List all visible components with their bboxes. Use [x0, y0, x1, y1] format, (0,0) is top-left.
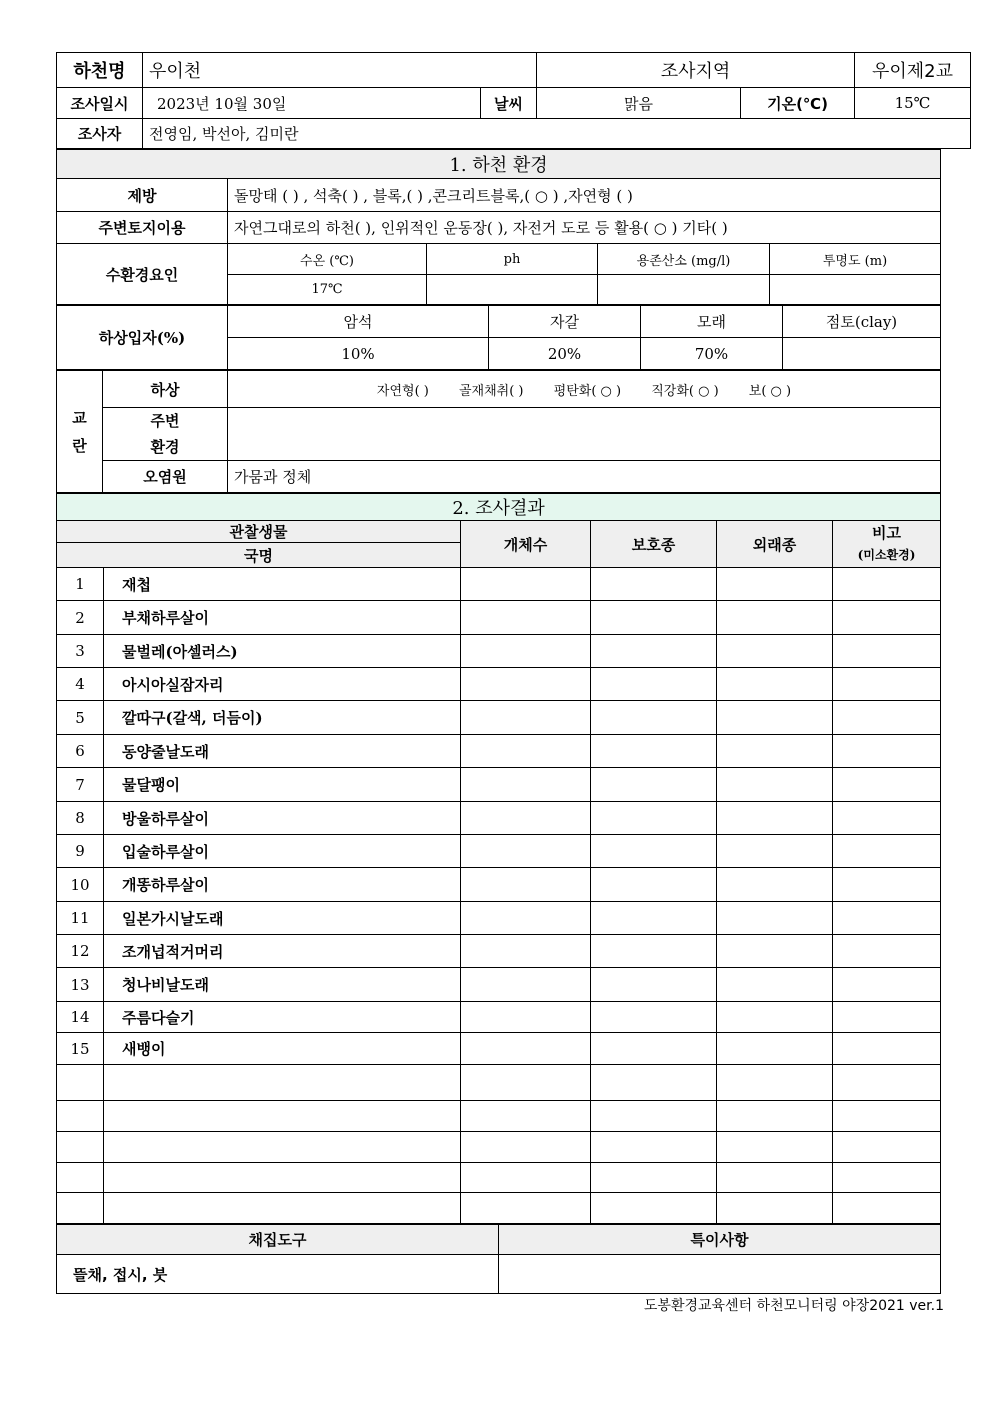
remarks-cell[interactable] — [833, 568, 941, 601]
row-number: 13 — [57, 968, 104, 1002]
table-row — [57, 668, 941, 701]
species-name[interactable]: 일본가시날도래 — [104, 902, 461, 935]
remarks-cell[interactable] — [833, 935, 941, 968]
row-number: 7 — [57, 768, 104, 802]
temp-value[interactable]: 15℃ — [855, 88, 971, 119]
species-name[interactable]: 동양줄날도래 — [104, 735, 461, 768]
table-row — [57, 868, 941, 902]
survey-date-value[interactable]: 2023년 10월 30일 — [143, 88, 481, 119]
remarks-cell[interactable] — [833, 1002, 941, 1033]
table-row — [57, 635, 941, 668]
remarks-cell[interactable] — [833, 902, 941, 935]
table-row — [57, 835, 941, 868]
remarks-cell[interactable] — [833, 1065, 941, 1101]
land-use-value[interactable]: 자연그대로의 하천( ), 인위적인 운동장( ), 자전거 도로 등 활용( ○ ) 기타( ) — [228, 212, 941, 244]
count-cell[interactable] — [461, 935, 591, 968]
species-name[interactable] — [104, 1065, 461, 1101]
invasive-cell[interactable] — [717, 1163, 833, 1193]
row-number: 11 — [57, 902, 104, 935]
gravel-value[interactable]: 20% — [489, 338, 641, 370]
river-name-label: 하천명 — [57, 53, 143, 88]
row-number: 12 — [57, 935, 104, 968]
transparency-value[interactable] — [770, 275, 941, 305]
tools-value[interactable]: 뜰채, 접시, 붓 — [57, 1255, 499, 1294]
count-cell[interactable] — [461, 802, 591, 835]
invasive-cell[interactable] — [717, 902, 833, 935]
weather-value[interactable]: 맑음 — [537, 88, 741, 119]
invasive-cell[interactable] — [717, 701, 833, 735]
section2-title: 2. 조사결과 — [57, 494, 941, 521]
survey-area-label: 조사지역 — [537, 53, 855, 88]
disturbance-table — [56, 370, 941, 493]
row-number: 15 — [57, 1033, 104, 1065]
table-row — [57, 1033, 941, 1065]
invasive-cell[interactable] — [717, 1101, 833, 1132]
species-name[interactable]: 깔따구(갈색, 더듬이) — [104, 701, 461, 735]
protected-cell[interactable] — [591, 568, 717, 601]
protected-cell[interactable] — [591, 1163, 717, 1193]
surroundings-label-line1: 주변 — [150, 412, 180, 430]
section2-table — [56, 493, 941, 1224]
invasive-cell[interactable] — [717, 601, 833, 635]
option-straightening[interactable]: 직강화( ○ ) — [651, 383, 719, 399]
invasive-cell[interactable] — [717, 668, 833, 701]
species-name[interactable]: 물벌레(아셀러스) — [104, 635, 461, 668]
count-cell[interactable] — [461, 835, 591, 868]
water-env-label: 수환경요인 — [57, 244, 228, 305]
remarks-cell[interactable] — [833, 868, 941, 902]
table-row — [57, 601, 941, 635]
dissolved-oxygen-header: 용존산소 (mg/l) — [598, 244, 770, 275]
survey-form — [56, 52, 954, 1294]
row-number: 6 — [57, 735, 104, 768]
remarks-cell[interactable] — [833, 1101, 941, 1132]
invasive-cell[interactable] — [717, 802, 833, 835]
surroundings-label — [103, 408, 228, 461]
temp-label: 기온(℃) — [741, 88, 855, 119]
embankment-value[interactable]: 돌망태 ( ) , 석축( ) , 블록,( ) ,콘크리트블록,( ○ ) ,자연형 ( ) — [228, 179, 941, 212]
substrate-table — [56, 305, 941, 370]
protected-cell[interactable] — [591, 768, 717, 802]
protected-cell[interactable] — [591, 635, 717, 668]
water-temp-header: 수온 (℃) — [228, 244, 427, 275]
protected-cell[interactable] — [591, 735, 717, 768]
table-row — [57, 802, 941, 835]
protected-cell[interactable] — [591, 968, 717, 1002]
protected-cell[interactable] — [591, 802, 717, 835]
table-row — [57, 1002, 941, 1033]
row-number: 2 — [57, 601, 104, 635]
river-name-value[interactable]: 우이천 — [143, 53, 537, 88]
table-row — [57, 768, 941, 802]
table-row — [57, 1132, 941, 1163]
table-row — [57, 701, 941, 735]
protected-cell[interactable] — [591, 1033, 717, 1065]
table-row — [57, 735, 941, 768]
species-rows — [57, 568, 941, 1224]
survey-area-value[interactable]: 우이제2교 — [855, 53, 971, 88]
count-cell[interactable] — [461, 1132, 591, 1163]
remarks-cell[interactable] — [833, 1033, 941, 1065]
protected-cell[interactable] — [591, 868, 717, 902]
clay-header: 점토(clay) — [783, 306, 941, 338]
species-name[interactable]: 물달팽이 — [104, 768, 461, 802]
option-aggregate-mining[interactable]: 골재채취( ) — [458, 383, 524, 399]
species-name[interactable]: 조개넙적거머리 — [104, 935, 461, 968]
count-cell[interactable] — [461, 868, 591, 902]
weather-label: 날씨 — [481, 88, 537, 119]
invasive-cell[interactable] — [717, 1065, 833, 1101]
invasive-cell[interactable] — [717, 1033, 833, 1065]
row-number: 10 — [57, 868, 104, 902]
remarks-sublabel: (미소환경) — [857, 548, 916, 562]
pollution-value[interactable]: 가뭄과 정체 — [228, 461, 941, 493]
species-name[interactable]: 주름다슬기 — [104, 1002, 461, 1033]
invasive-cell[interactable] — [717, 935, 833, 968]
count-cell[interactable] — [461, 1002, 591, 1033]
species-name[interactable]: 입술하루살이 — [104, 835, 461, 868]
invasive-cell[interactable] — [717, 735, 833, 768]
surveyor-value[interactable]: 전영임, 박선아, 김미란 — [143, 119, 971, 149]
species-name[interactable]: 부채하루살이 — [104, 601, 461, 635]
count-cell[interactable] — [461, 635, 591, 668]
surroundings-label-line2: 환경 — [150, 438, 180, 456]
count-cell[interactable] — [461, 1101, 591, 1132]
invasive-cell[interactable] — [717, 868, 833, 902]
protected-cell[interactable] — [591, 668, 717, 701]
row-number: 14 — [57, 1002, 104, 1033]
protected-cell[interactable] — [591, 1101, 717, 1132]
rock-header: 암석 — [228, 306, 489, 338]
species-name[interactable]: 개똥하루살이 — [104, 868, 461, 902]
header-table — [56, 52, 971, 149]
notes-label: 특이사항 — [499, 1225, 941, 1255]
species-name[interactable] — [104, 1101, 461, 1132]
surveyor-label: 조사자 — [57, 119, 143, 149]
dissolved-oxygen-value[interactable] — [598, 275, 770, 305]
protected-cell[interactable] — [591, 1132, 717, 1163]
row-number: 3 — [57, 635, 104, 668]
ph-value[interactable] — [427, 275, 598, 305]
remarks-cell[interactable] — [833, 601, 941, 635]
protected-cell[interactable] — [591, 1193, 717, 1224]
riverbed-label: 하상 — [103, 371, 228, 408]
riverbed-options — [228, 371, 941, 408]
option-weir[interactable]: 보( ○ ) — [748, 383, 792, 399]
korean-name-header: 국명 — [57, 543, 461, 568]
row-number: 5 — [57, 701, 104, 735]
pollution-label: 오염원 — [103, 461, 228, 493]
notes-value[interactable] — [499, 1255, 941, 1294]
species-name[interactable]: 방울하루살이 — [104, 802, 461, 835]
species-name[interactable]: 재첩 — [104, 568, 461, 601]
section1-title: 1. 하천 환경 — [57, 150, 941, 179]
table-row — [57, 1065, 941, 1101]
remarks-cell[interactable] — [833, 735, 941, 768]
count-cell[interactable] — [461, 701, 591, 735]
remarks-cell[interactable] — [833, 1132, 941, 1163]
count-cell[interactable] — [461, 735, 591, 768]
species-name[interactable] — [104, 1193, 461, 1224]
count-cell[interactable] — [461, 1033, 591, 1065]
sand-header: 모래 — [641, 306, 783, 338]
survey-date-label: 조사일시 — [57, 88, 143, 119]
count-cell[interactable] — [461, 668, 591, 701]
protected-cell[interactable] — [591, 1065, 717, 1101]
protected-cell[interactable] — [591, 1002, 717, 1033]
remarks-cell[interactable] — [833, 968, 941, 1002]
table-row — [57, 935, 941, 968]
option-natural[interactable]: 자연형( ) — [376, 383, 429, 399]
row-number — [57, 1065, 104, 1101]
protected-cell[interactable] — [591, 701, 717, 735]
remarks-cell[interactable] — [833, 701, 941, 735]
option-flattening[interactable]: 평탄화( ○ ) — [553, 383, 622, 399]
remarks-cell[interactable] — [833, 802, 941, 835]
observed-header: 관찰생물 — [57, 521, 461, 543]
count-cell[interactable] — [461, 968, 591, 1002]
bottom-table — [56, 1224, 941, 1294]
ph-header: ph — [427, 244, 598, 275]
remarks-cell[interactable] — [833, 1193, 941, 1224]
remarks-cell[interactable] — [833, 1163, 941, 1193]
remarks-cell[interactable] — [833, 768, 941, 802]
remarks-cell[interactable] — [833, 635, 941, 668]
row-number: 9 — [57, 835, 104, 868]
row-number — [57, 1101, 104, 1132]
species-name[interactable]: 새뱅이 — [104, 1033, 461, 1065]
count-cell[interactable] — [461, 568, 591, 601]
count-cell[interactable] — [461, 1193, 591, 1224]
invasive-cell[interactable] — [717, 635, 833, 668]
embankment-label: 제방 — [57, 179, 228, 212]
invasive-cell[interactable] — [717, 1193, 833, 1224]
remarks-cell[interactable] — [833, 835, 941, 868]
count-cell[interactable] — [461, 902, 591, 935]
table-row — [57, 1101, 941, 1132]
gravel-header: 자갈 — [489, 306, 641, 338]
count-cell[interactable] — [461, 1065, 591, 1101]
disturbance-label: 교란 — [57, 371, 103, 493]
row-number — [57, 1193, 104, 1224]
row-number: 4 — [57, 668, 104, 701]
tools-label: 채집도구 — [57, 1225, 499, 1255]
substrate-label: 하상입자(%) — [57, 306, 228, 370]
count-cell[interactable] — [461, 768, 591, 802]
species-name[interactable] — [104, 1132, 461, 1163]
table-row — [57, 968, 941, 1002]
transparency-header: 투명도 (m) — [770, 244, 941, 275]
protected-cell[interactable] — [591, 902, 717, 935]
invasive-cell[interactable] — [717, 1132, 833, 1163]
surroundings-value[interactable] — [228, 408, 941, 461]
invasive-cell[interactable] — [717, 968, 833, 1002]
count-cell[interactable] — [461, 601, 591, 635]
row-number — [57, 1163, 104, 1193]
water-temp-value[interactable]: 17℃ — [228, 275, 427, 305]
table-row — [57, 1163, 941, 1193]
count-header: 개체수 — [461, 521, 591, 568]
invasive-cell[interactable] — [717, 768, 833, 802]
section1-table — [56, 149, 941, 305]
table-row — [57, 1193, 941, 1224]
protected-cell[interactable] — [591, 935, 717, 968]
invasive-header: 외래종 — [717, 521, 833, 568]
land-use-label: 주변토지이용 — [57, 212, 228, 244]
species-name[interactable]: 아시아실잠자리 — [104, 668, 461, 701]
table-row — [57, 568, 941, 601]
species-name[interactable]: 청나비날도래 — [104, 968, 461, 1002]
rock-value[interactable]: 10% — [228, 338, 489, 370]
remarks-label: 비고 — [872, 524, 902, 542]
invasive-cell[interactable] — [717, 835, 833, 868]
count-cell[interactable] — [461, 1163, 591, 1193]
protected-cell[interactable] — [591, 835, 717, 868]
row-number — [57, 1132, 104, 1163]
table-row — [57, 902, 941, 935]
sand-value[interactable]: 70% — [641, 338, 783, 370]
protected-cell[interactable] — [591, 601, 717, 635]
remarks-header — [833, 521, 941, 568]
row-number: 1 — [57, 568, 104, 601]
row-number: 8 — [57, 802, 104, 835]
invasive-cell[interactable] — [717, 568, 833, 601]
clay-value[interactable] — [783, 338, 941, 370]
species-name[interactable] — [104, 1163, 461, 1193]
protected-header: 보호종 — [591, 521, 717, 568]
invasive-cell[interactable] — [717, 1002, 833, 1033]
footer-text: 도봉환경교육센터 하천모니터링 야장2021 ver.1 — [643, 1298, 944, 1314]
remarks-cell[interactable] — [833, 668, 941, 701]
